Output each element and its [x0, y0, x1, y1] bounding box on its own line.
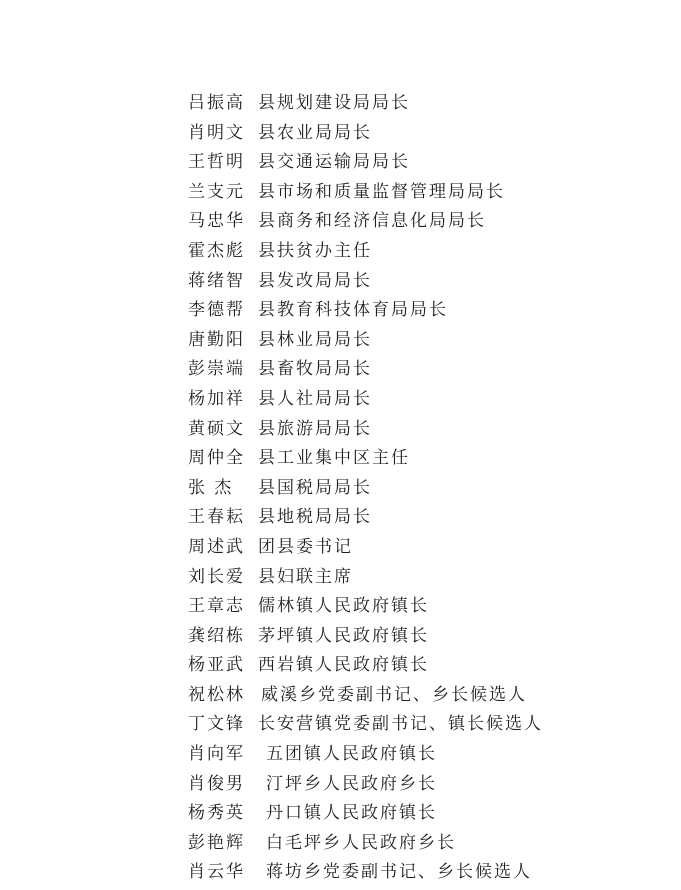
person-title: 团县委书记: [258, 536, 353, 557]
list-item: [188, 681, 658, 711]
person-name: 吕振高: [188, 93, 245, 113]
person-title: 县商务和经济信息化局局长: [258, 211, 486, 232]
person-title: 五团镇人民政府镇长: [266, 744, 437, 765]
list-item: [188, 148, 658, 178]
person-name: 李德帮: [188, 300, 245, 321]
person-title: 茅坪镇人民政府镇长: [258, 625, 429, 646]
list-item: [188, 267, 658, 297]
person-name: 周述武: [188, 536, 245, 557]
person-title: 县妇联主席: [258, 566, 353, 587]
list-item: [188, 444, 658, 474]
personnel-list: [188, 89, 658, 888]
person-title: 县林业局局长: [258, 329, 372, 350]
list-item: [188, 119, 658, 149]
list-item: [188, 178, 658, 208]
person-name: 彭崇端: [188, 359, 245, 380]
person-title: 县交通运输局局长: [258, 152, 410, 173]
list-item: [188, 355, 658, 385]
list-item: [188, 296, 658, 326]
person-name: 周仲全: [188, 448, 245, 469]
list-item: [188, 563, 658, 593]
person-title: 县市场和质量监督管理局局长: [258, 181, 505, 202]
person-name: 黄硕文: [188, 418, 245, 439]
list-item: [188, 207, 658, 237]
person-title: 县地税局局长: [258, 507, 372, 528]
list-item: [188, 858, 658, 888]
list-item: [188, 474, 658, 504]
person-title: 县规划建设局局长: [258, 93, 410, 113]
person-title: 县畜牧局局长: [258, 359, 372, 380]
list-item: [188, 385, 658, 415]
person-name: 张 杰: [188, 477, 234, 498]
person-name: 彭艳辉: [188, 832, 245, 853]
person-name: 肖明文: [188, 122, 245, 143]
person-name: 肖云华: [188, 862, 245, 883]
person-title: 县旅游局局长: [258, 418, 372, 439]
list-item: [188, 710, 658, 740]
list-item: [188, 415, 658, 445]
person-title: 县教育科技体育局局长: [258, 300, 448, 321]
person-name: 唐勤阳: [188, 329, 245, 350]
person-title: 县国税局局长: [258, 477, 372, 498]
person-title: 县扶贫办主任: [258, 240, 372, 261]
person-name: 杨秀英: [188, 803, 245, 824]
person-name: 蒋绪智: [188, 270, 245, 291]
person-name: 杨加祥: [188, 388, 245, 409]
person-name: 王哲明: [188, 152, 245, 173]
person-title: 白毛坪乡人民政府乡长: [266, 832, 456, 853]
person-name: 肖向军: [188, 744, 245, 765]
list-item: [188, 622, 658, 652]
person-title: 县工业集中区主任: [258, 448, 410, 469]
list-item: [188, 799, 658, 829]
person-name: 马忠华: [188, 211, 245, 232]
person-title: 汀坪乡人民政府乡长: [266, 773, 437, 794]
person-title: 西岩镇人民政府镇长: [258, 655, 429, 676]
list-item: [188, 89, 658, 119]
person-title: 县人社局局长: [258, 388, 372, 409]
person-name: 肖俊男: [188, 773, 245, 794]
person-title: 县农业局局长: [258, 122, 372, 143]
list-item: [188, 237, 658, 267]
person-name: 霍杰彪: [188, 240, 245, 261]
person-title: 威溪乡党委副书记、乡长候选人: [261, 684, 527, 705]
person-name: 杨亚武: [188, 655, 245, 676]
list-item: [188, 770, 658, 800]
person-name: 刘长爱: [188, 566, 245, 587]
list-item: [188, 592, 658, 622]
person-title: 县发改局局长: [258, 270, 372, 291]
list-item: [188, 533, 658, 563]
person-name: 王章志: [188, 596, 245, 617]
list-item: [188, 503, 658, 533]
list-item: [188, 829, 658, 859]
person-title: 蒋坊乡党委副书记、乡长候选人: [266, 862, 532, 883]
person-name: 龚绍栋: [188, 625, 245, 646]
list-item: [188, 740, 658, 770]
person-title: 丹口镇人民政府镇长: [266, 803, 437, 824]
person-name: 兰支元: [188, 181, 245, 202]
person-name: 王春耘: [188, 507, 245, 528]
list-item: [188, 326, 658, 356]
person-title: 儒林镇人民政府镇长: [258, 596, 429, 617]
person-title: 长安营镇党委副书记、镇长候选人: [258, 714, 543, 735]
list-item: [188, 651, 658, 681]
person-name: 祝松林: [188, 684, 245, 705]
person-name: 丁文锋: [188, 714, 245, 735]
